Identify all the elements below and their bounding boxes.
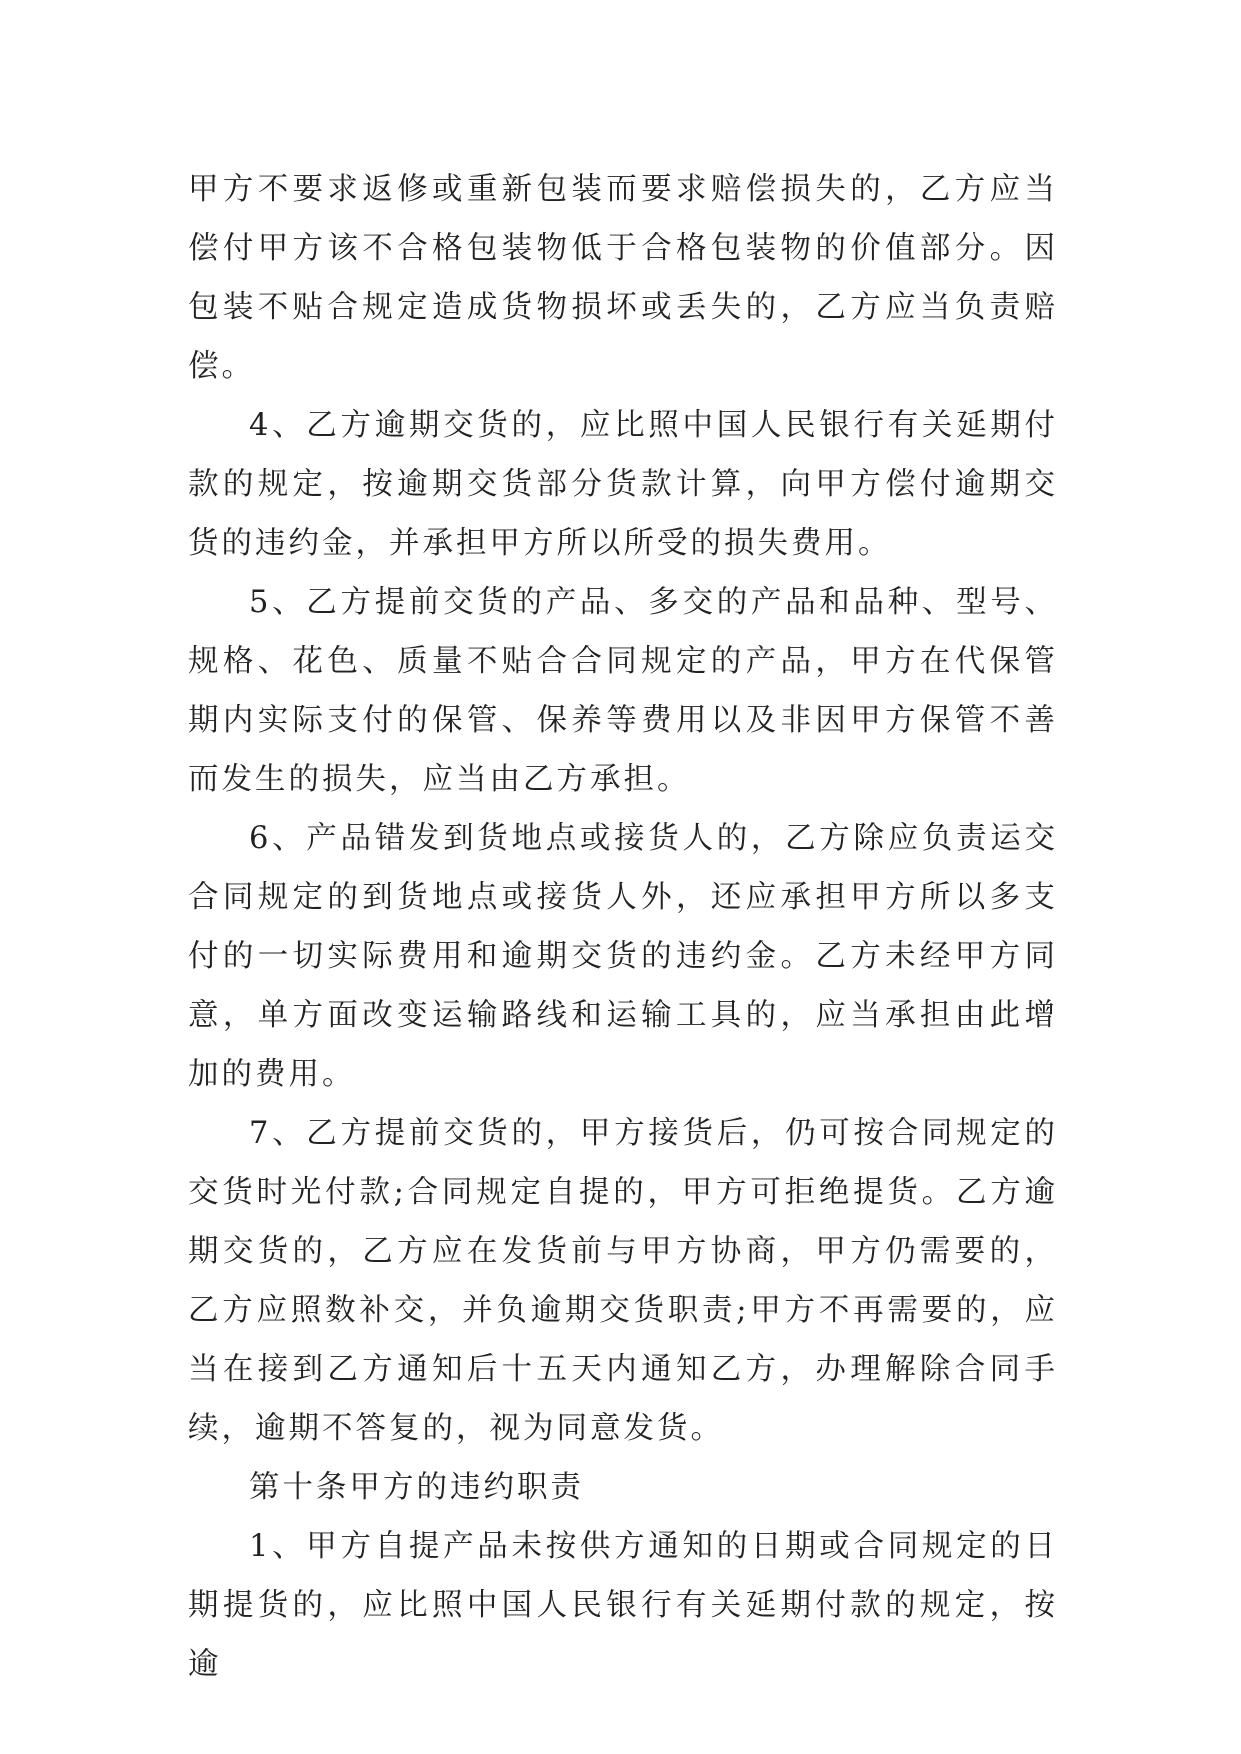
section-heading-article-10: 第十条甲方的违约职责 [249, 1470, 584, 1505]
paragraph-clause-5: 5、乙方提前交货的产品、多交的产品和品种、型号、规格、花色、质量不贴合合同规定的产品，甲方在代保管期内实际支付的保管、保养等费用以及非因甲方保管不善而发生的损失，应当由乙方承担。 [188, 585, 1058, 797]
paragraph-article-10-clause-1: 1、甲方自提产品未按供方通知的日期或合同规定的日期提货的，应比照中国人民银行有关延期付款的规定，按逾 [188, 1529, 1058, 1682]
paragraph-clause-6: 6、产品错发到货地点或接货人的，乙方除应负责运交合同规定的到货地点或接货人外，还应承担甲方所以多支付的一切实际费用和逾期交货的违约金。乙方未经甲方同意，单方面改变运输路线和运输工具的，应当承担由此增加的费用。 [188, 821, 1058, 1092]
paragraph-clause-4: 4、乙方逾期交货的，应比照中国人民银行有关延期付款的规定，按逾期交货部分货款计算，向甲方偿付逾期交货的违约金，并承担甲方所以所受的损失费用。 [188, 408, 1058, 561]
paragraph-packaging-compensation: 甲方不要求返修或重新包装而要求赔偿损失的，乙方应当偿付甲方该不合格包装物低于合格包装物的价值部分。因包装不贴合规定造成货物损坏或丢失的，乙方应当负责赔偿。 [188, 172, 1058, 384]
document-body [188, 160, 1058, 1694]
paragraph-clause-7: 7、乙方提前交货的，甲方接货后，仍可按合同规定的交货时光付款;合同规定自提的，甲方可拒绝提货。乙方逾期交货的，乙方应在发货前与甲方协商，甲方仍需要的，乙方应照数补交，并负逾期交货职责;甲方不再需要的，应当在接到乙方通知后十五天内通知乙方，办理解除合同手续，逾期不答复的，视为同意发货。 [188, 1116, 1058, 1446]
